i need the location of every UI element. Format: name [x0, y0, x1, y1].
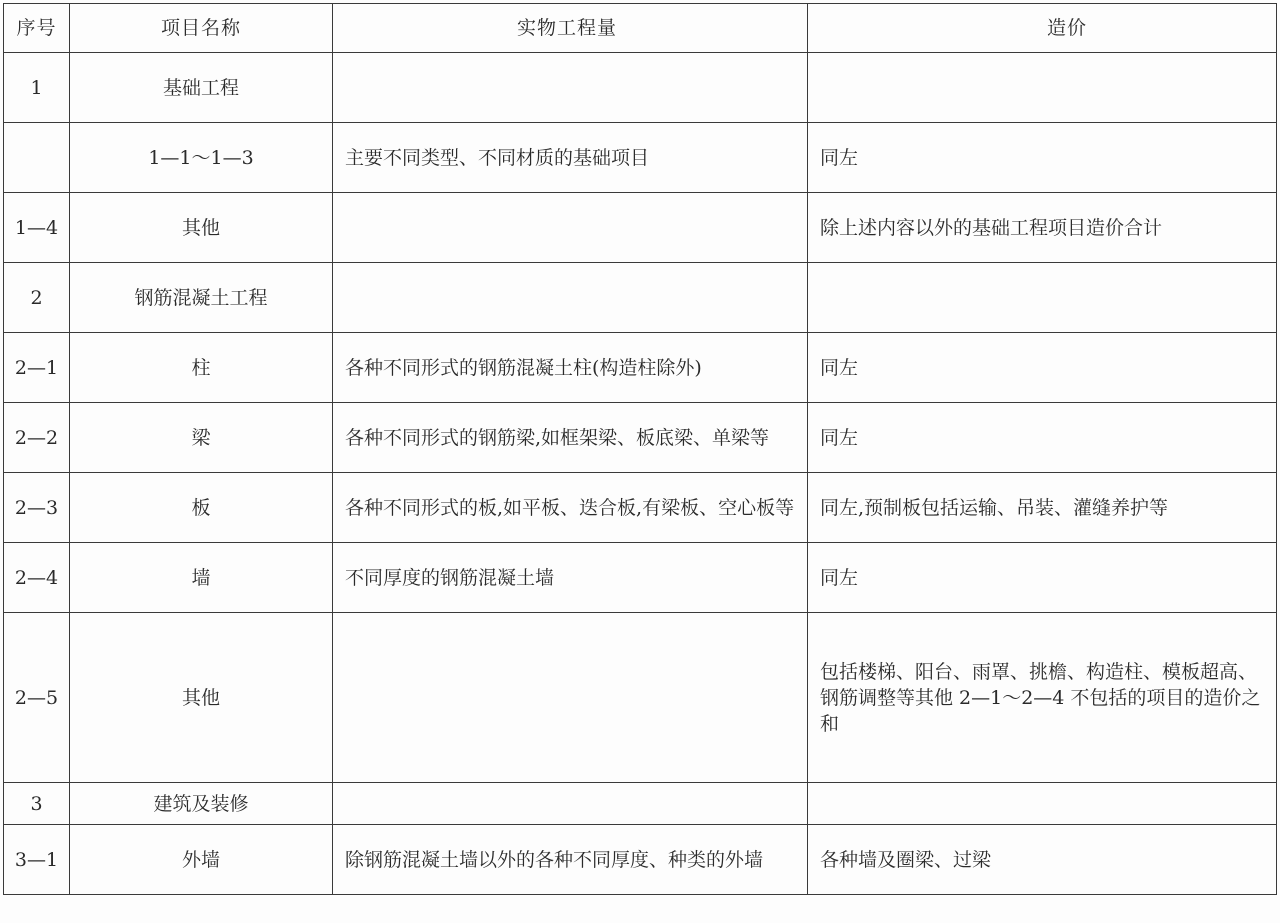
- header-cost: 造价: [808, 4, 1277, 53]
- cell-physical-quantity: [333, 53, 808, 123]
- cell-physical-quantity: 除钢筋混凝土墙以外的各种不同厚度、种类的外墙: [333, 825, 808, 895]
- table-body: [4, 53, 1277, 895]
- table-row: [4, 613, 1277, 783]
- cell-serial-number: 3—1: [4, 825, 70, 895]
- header-item-name: 项目名称: [70, 4, 333, 53]
- header-row: [4, 4, 1277, 53]
- cell-physical-quantity: 各种不同形式的钢筋混凝土柱(构造柱除外): [333, 333, 808, 403]
- cell-physical-quantity: 主要不同类型、不同材质的基础项目: [333, 123, 808, 193]
- cell-cost: 同左: [808, 543, 1277, 613]
- table-row: [4, 783, 1277, 825]
- header-serial-number: 序号: [4, 4, 70, 53]
- cell-item-name: 墙: [70, 543, 333, 613]
- cell-item-name: 梁: [70, 403, 333, 473]
- table-row: [4, 123, 1277, 193]
- cell-item-name: 基础工程: [70, 53, 333, 123]
- table-row: [4, 193, 1277, 263]
- cell-physical-quantity: 不同厚度的钢筋混凝土墙: [333, 543, 808, 613]
- cell-physical-quantity: 各种不同形式的板,如平板、迭合板,有梁板、空心板等: [333, 473, 808, 543]
- cell-serial-number: 2—1: [4, 333, 70, 403]
- cell-serial-number: 2—3: [4, 473, 70, 543]
- table-row: [4, 473, 1277, 543]
- cell-physical-quantity: [333, 263, 808, 333]
- cell-item-name: 钢筋混凝土工程: [70, 263, 333, 333]
- cell-item-name: 其他: [70, 613, 333, 783]
- table-row: [4, 543, 1277, 613]
- cell-serial-number: 1: [4, 53, 70, 123]
- cell-serial-number: 2—4: [4, 543, 70, 613]
- table-row: [4, 53, 1277, 123]
- cell-cost: 除上述内容以外的基础工程项目造价合计: [808, 193, 1277, 263]
- cell-physical-quantity: [333, 613, 808, 783]
- cell-item-name: 1—1～1—3: [70, 123, 333, 193]
- cell-item-name: 建筑及装修: [70, 783, 333, 825]
- cell-cost: [808, 783, 1277, 825]
- cell-serial-number: 2—2: [4, 403, 70, 473]
- cell-item-name: 其他: [70, 193, 333, 263]
- cost-breakdown-table: [3, 3, 1277, 895]
- table-row: [4, 825, 1277, 895]
- cell-serial-number: 2: [4, 263, 70, 333]
- cell-cost: 同左,预制板包括运输、吊装、灌缝养护等: [808, 473, 1277, 543]
- cell-physical-quantity: 各种不同形式的钢筋梁,如框架梁、板底梁、单梁等: [333, 403, 808, 473]
- cell-serial-number: [4, 123, 70, 193]
- cell-item-name: 板: [70, 473, 333, 543]
- cell-serial-number: 3: [4, 783, 70, 825]
- table-row: [4, 403, 1277, 473]
- cell-physical-quantity: [333, 193, 808, 263]
- cell-cost: [808, 263, 1277, 333]
- table-row: [4, 263, 1277, 333]
- cell-serial-number: 1—4: [4, 193, 70, 263]
- cell-cost: 同左: [808, 333, 1277, 403]
- cell-item-name: 外墙: [70, 825, 333, 895]
- cell-cost: 同左: [808, 403, 1277, 473]
- cell-serial-number: 2—5: [4, 613, 70, 783]
- cell-item-name: 柱: [70, 333, 333, 403]
- cell-cost: [808, 53, 1277, 123]
- table-header: [4, 4, 1277, 53]
- cell-cost: 包括楼梯、阳台、雨罩、挑檐、构造柱、模板超高、钢筋调整等其他 2—1～2—4 不包括的项目的造价之和: [808, 613, 1277, 783]
- cell-physical-quantity: [333, 783, 808, 825]
- table-row: [4, 333, 1277, 403]
- cell-cost: 各种墙及圈梁、过梁: [808, 825, 1277, 895]
- cell-cost: 同左: [808, 123, 1277, 193]
- header-physical-quantity: 实物工程量: [333, 4, 808, 53]
